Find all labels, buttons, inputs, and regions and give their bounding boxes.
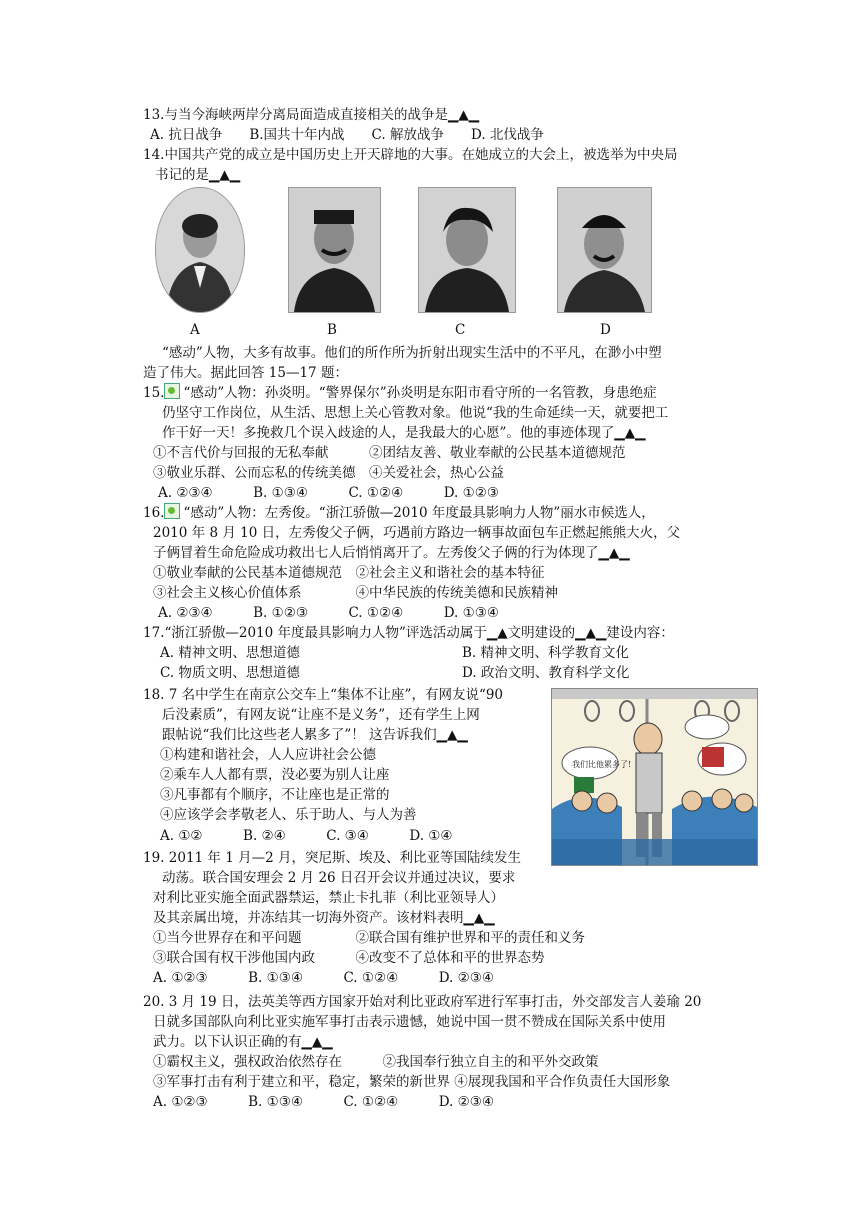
q19-items-2: ③联合国有权干涉他国内政 ④改变不了总体和平的世界态势 <box>153 950 545 966</box>
q20-stem-line2: 日就多国部队向利比亚实施军事打击表示遗憾，她说中国一贯不赞成在国际关系中使用 <box>153 1014 666 1030</box>
portrait-label-b: B <box>327 322 337 338</box>
q15-stem-line3: 作干好一天！多挽救几个误入歧途的人，是我最大的心愿”。他的事迹体现了▁▲▁ <box>162 425 646 441</box>
q18-options: A. ①② B. ②④ C. ③④ D. ①④ <box>160 828 453 844</box>
q13-options: A. 抗日战争 B.国共十年内战 C. 解放战争 D. 北伐战争 <box>150 127 544 143</box>
q15-stem-line2: 仍坚守工作岗位，从生活、思想上关心管教对象。他说“我的生命延续一天，就要把工 <box>162 405 669 421</box>
q16-items-2: ③社会主义核心价值体系 ④中华民族的传统美德和民族精神 <box>153 585 558 601</box>
intro-line2: 造了伟大。据此回答 15—17 题： <box>143 365 348 381</box>
q17-option-d: D. 政治文明、教育科学文化 <box>462 665 630 681</box>
portrait-label-a: A <box>190 322 200 338</box>
q16-stem-line1: 16. “感动”人物：左秀俊。“浙江骄傲—2010 年度最具影响力人物”丽水市候选人， <box>143 505 655 521</box>
q17-option-a: A. 精神文明、思想道德 <box>160 645 300 661</box>
q19-stem-line3: 对利比亚实施全面武器禁运，禁止卡扎菲（利比亚领导人） <box>153 890 504 906</box>
q19-stem-line2: 动荡。联合国安理会 2 月 26 日召开会议并通过决议，要求 <box>162 870 516 886</box>
q17-option-b: B. 精神文明、科学教育文化 <box>462 645 630 661</box>
q19-items-1: ①当今世界存在和平问题 ②联合国有维护世界和平的责任和义务 <box>153 930 585 946</box>
portrait-c <box>418 187 516 313</box>
portrait-label-c: C <box>455 322 466 338</box>
q20-items-1: ①霸权主义，强权政治依然存在 ②我国奉行独立自主的和平外交政策 <box>153 1054 599 1070</box>
q16-stem-line3: 子俩冒着生命危险成功救出七人后悄悄离开了。左秀俊父子俩的行为体现了▁▲▁ <box>153 545 630 561</box>
q18-item-1: ①构建和谐社会，人人应讲社会公德 <box>160 747 376 763</box>
q17-option-c: C. 物质文明、思想道德 <box>160 665 300 681</box>
q14-stem-line2: 书记的是▁▲▁ <box>155 167 241 183</box>
q18-item-3: ③凡事都有个顺序，不让座也是正常的 <box>160 787 390 803</box>
q20-items-2: ③军事打击有利于建立和平，稳定，繁荣的新世界 ④展现我国和平合作负责任大国形象 <box>153 1074 671 1090</box>
q15-items-1: ①不言代价与回报的无私奉献 ②团结友善、敬业奉献的公民基本道德规范 <box>153 445 626 461</box>
q19-options: A. ①②③ B. ①③④ C. ①②④ D. ②③④ <box>153 970 494 986</box>
q15-stem-line1: 15. “感动”人物：孙炎明。“警界保尔”孙炎明是东阳市看守所的一名管教，身患绝症 <box>143 385 657 401</box>
q18-item-2: ②乘车人人都有票，没必要为别人让座 <box>160 767 390 783</box>
q16-stem-line2: 2010 年 8 月 10 日，左秀俊父子俩，巧遇前方路边一辆事故面包车正燃起熊熊大火，父 <box>153 525 681 541</box>
q20-options: A. ①②③ B. ①③④ C. ①②④ D. ②③④ <box>153 1094 494 1110</box>
intro-line1: “感动”人物，大多有故事。他们的所作所为折射出现实生活中的不平凡，在渺小中塑 <box>162 345 662 361</box>
q13-stem: 13.与当今海峡两岸分离局面造成直接相关的战争是▁▲▁ <box>143 107 480 123</box>
q18-stem-line1: 18. 7 名中学生在南京公交车上“集体不让座”，有网友说“90 <box>143 687 504 703</box>
cartoon-bubble-text: 我们比他累多了! <box>572 760 632 769</box>
q18-item-4: ④应该学会孝敬老人、乐于助人、与人为善 <box>160 807 417 823</box>
audio-icon <box>164 503 180 519</box>
bus-seat-cartoon <box>551 688 758 866</box>
q18-stem-line2: 后没素质”，有网友说“让座不是义务”，还有学生上网 <box>162 707 480 723</box>
q19-stem-line4: 及其亲属出境，并冻结其一切海外资产。该材料表明▁▲▁ <box>153 910 495 926</box>
portrait-d <box>557 187 652 313</box>
q16-items-1: ①敬业奉献的公民基本道德规范 ②社会主义和谐社会的基本特征 <box>153 565 545 581</box>
q15-options: A. ②③④ B. ①③④ C. ①②④ D. ①②③ <box>158 485 499 501</box>
q17-stem: 17.“浙江骄傲—2010 年度最具影响力人物”评选活动属于▁▲文明建设的▁▲▁建设内容： <box>143 625 674 641</box>
q20-stem-line3: 武力。以下认识正确的有▁▲▁ <box>153 1034 333 1050</box>
q19-stem-line1: 19. 2011 年 1 月—2 月，突尼斯、埃及、利比亚等国陆续发生 <box>143 850 521 866</box>
audio-icon <box>164 383 180 399</box>
q14-stem-line1: 14.中国共产党的成立是中国历史上开天辟地的大事。在她成立的大会上，被选举为中央局 <box>143 147 678 163</box>
q15-items-2: ③敬业乐群、公而忘私的传统美德 ④关爱社会，热心公益 <box>153 465 504 481</box>
q18-stem-line3: 跟帖说“我们比这些老人累多了”！ 这告诉我们▁▲▁ <box>162 727 468 743</box>
portrait-label-d: D <box>600 322 611 338</box>
q16-options: A. ②③④ B. ①②③ C. ①②④ D. ①③④ <box>158 605 499 621</box>
portrait-a <box>155 187 245 313</box>
q20-stem-line1: 20. 3 月 19 日，法英美等西方国家开始对利比亚政府军进行军事打击，外交部发言人姜瑜 20 <box>143 994 702 1010</box>
portrait-b <box>288 187 381 313</box>
